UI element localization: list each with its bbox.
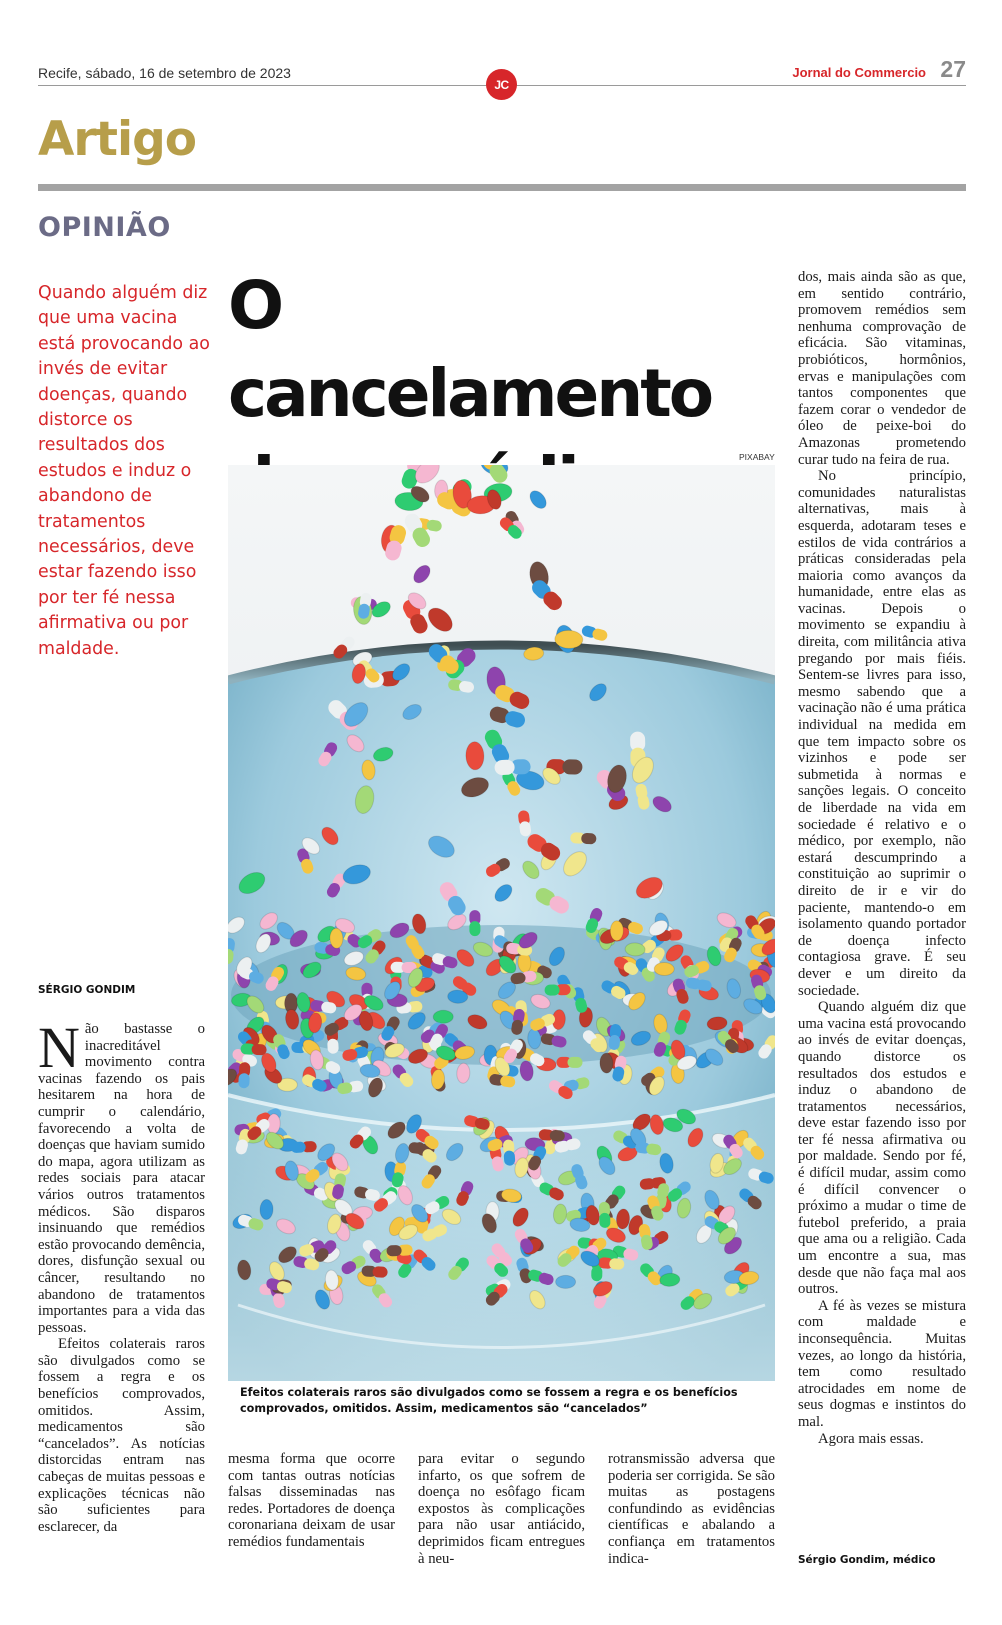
article-column-5 bbox=[798, 269, 966, 1532]
article-column-2 bbox=[228, 1451, 395, 1571]
date-line: Recife, sábado, 16 de setembro de 2023 bbox=[38, 65, 291, 81]
section-rule bbox=[38, 184, 966, 191]
photo-caption: Efeitos colaterais raros são divulgados como se fossem a regra e os benefícios comprovados, omitidos. Assim, medicamentos são “cancelados” bbox=[240, 1386, 738, 1415]
author-signature: Sérgio Gondim, médico bbox=[798, 1554, 936, 1566]
pills-photo bbox=[228, 465, 775, 1381]
article-paragraph: rotransmissão adversa que poderia ser corrigida. Se são muitas as postagens confundindo as evidências científicas e abalando a confiança em tratamentos indica- bbox=[608, 1451, 775, 1567]
article-paragraph: Quando alguém diz que uma vacina está provocando ao invés de evitar doenças, quando distorce os resultados dos estudos e induz o abandono de tratamentos necessários, deve estar fazendo isso por ter fé nessa afirmativa ou por maldade. Sendo por fé, é difícil mudar, assim como é difícil convencer o próximo a mudar o time de futebol preferido, a praia que ama ou a religião. Cada um encontre a sua, mas desde que não faça mal aos outros. bbox=[798, 999, 966, 1298]
article-paragraph: para evitar o segundo infarto, os que sofrem de doença no esôfago ficam expostos às complicações para não usar antiácido, deprimidos ficam entregues à neu- bbox=[418, 1451, 585, 1567]
article-paragraph: Efeitos colaterais raros são divulgados como se fossem a regra e os benefícios comprovados, omitidos. Assim, medicamentos são “cancelados”. As notícias distorcidas entram nas cabeças de muitas pessoas e explicações técnicas não são suficientes para esclarecer, da bbox=[38, 1336, 205, 1535]
article-paragraph: dos, mais ainda são as que, em sentido contrário, promovem remédios sem nenhuma comprovação de eficácia. São vitaminas, probióticos, hormônios, ervas e manipulações com tantos componentes que fazem corar o vendedor de óleo de peixe-boi do Amazonas prometendo curar tudo na feira de rua. bbox=[798, 269, 966, 468]
photo-credit: PIXABAY bbox=[739, 452, 775, 462]
page-header bbox=[38, 56, 966, 92]
article-paragraph: No princípio, comunidades naturalistas alternativas, mais à esquerda, adotaram teses e estilos de vida contrários a práticas consideradas pela maioria como avanços da humanidade, entre elas as vacinas. Depois o movimento se expandiu à direita, com militância ativa pregando por mais fiéis. Sentem-se livres para isso, mesmo sabendo que a vacinação não é uma prática individual na medida em que tem impacto sobre os vizinhos e pode ser submetida à normas e sanções legais. O conceito de liberdade na vida em sociedade é relativo e o médico, por exemplo, não estará descumprindo a constituição ao suprimir o direito de ir e vir do paciente, mantendo-o em isolamento quando portador de doença infecto contagiosa grave. É seu dever e um direito da sociedade. bbox=[798, 468, 966, 999]
article-column-3 bbox=[418, 1451, 585, 1571]
article-paragraph: Agora mais essas. bbox=[818, 1430, 924, 1447]
article-paragraph: mesma forma que ocorre com tantas outras notícias falsas disseminadas nas redes. Portadores de doença coronariana deixam de usar remédios fundamentais bbox=[228, 1451, 395, 1550]
author-byline: SÉRGIO GONDIM bbox=[38, 984, 136, 996]
kicker-label: OPINIÃO bbox=[38, 212, 171, 243]
article-paragraph bbox=[38, 1021, 205, 1336]
section-title: Artigo bbox=[38, 112, 197, 167]
jc-logo: JC bbox=[486, 69, 517, 100]
pills-bowl-illustration bbox=[228, 465, 775, 1381]
page-number: 27 bbox=[940, 56, 966, 82]
article-column-4 bbox=[608, 1451, 775, 1571]
drop-cap: N bbox=[38, 1021, 80, 1080]
newspaper-name: Jornal do Commercio bbox=[792, 65, 926, 80]
pull-quote: Quando alguém diz que uma vacina está provocando ao invés de evitar doenças, quando distorce os resultados dos estudos e induz o abandono de tratamentos necessários, deve estar fazendo isso por ter fé nessa afirmativa ou por maldade. bbox=[38, 283, 210, 659]
article-column-1 bbox=[38, 1021, 205, 1569]
paragraph-text: ão bastasse o inacreditável movimento contra vacinas fazendo os pais hesitarem na hora de cumprir o calendário, favorecendo a volta de doenças que haviam sumido do mapa, agora utilizam as redes sociais para atacar vários outros tratamentos médicos. São disparos insinuando que remédios estão provocando demência, dores, disfunção sexual ou câncer, resultando no abandono de tratamentos importantes para a vida das pessoas. bbox=[38, 1021, 205, 1336]
article-headline: O cancelamento bbox=[228, 267, 712, 432]
article-paragraph: A fé às vezes se mistura com maldade e inconsequência. Muitas vezes, ao longo da história, tem como resultado atrocidades em nome de seus dogmas e instintos do mal. bbox=[798, 1297, 966, 1430]
